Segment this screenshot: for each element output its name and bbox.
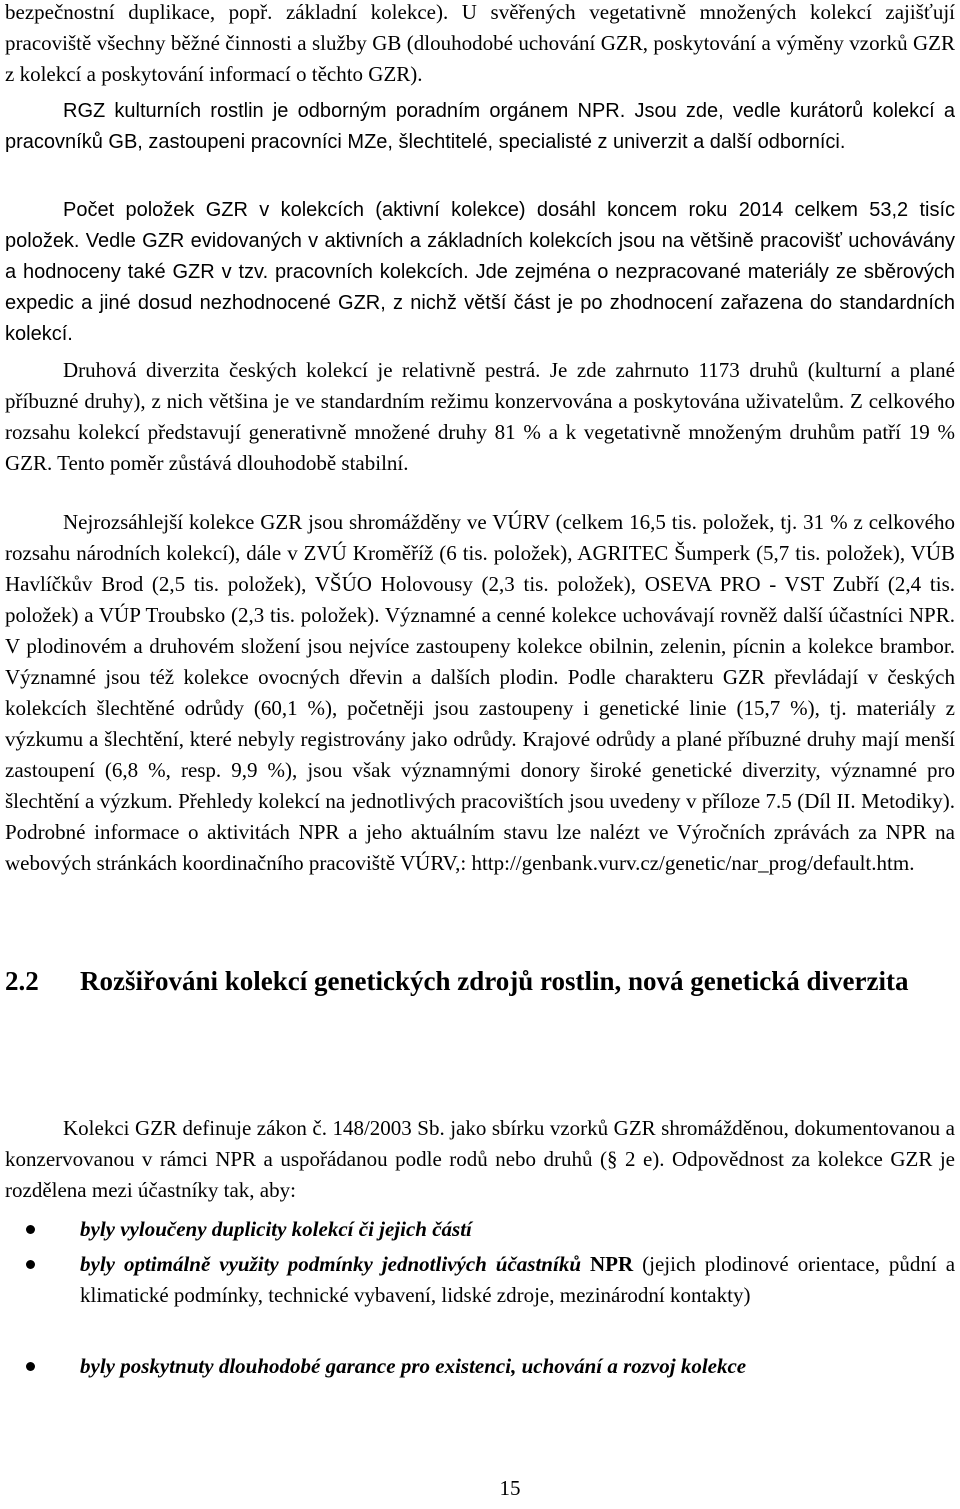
paragraph-rgz: RGZ kulturních rostlin je odborným poradním orgánem NPR. Jsou zde, vedle kurátorů kolekcí a pracovníků GB, zastoupeni pracovníci MZe, šlechtitelé, specialisté z univerzit a další odborníci. xyxy=(5,100,955,153)
page-number: 15 xyxy=(499,1476,521,1500)
paragraph-species-diversity: Druhová diverzita českých kolekcí je relativně pestrá. Je zde zahrnuto 1173 druhů (kulturní a plané příbuzné druhy), z nich většina je ve standardním režimu konzervována a poskytována uživatelům. Z celkového rozsahu kolekcí představují generativně množené druhy 81 % a k vegetativně množeným druhům patří 19 % GZR. Tento poměr zůstává dlouhodobě stabilní. xyxy=(5,358,955,475)
paragraph-collection-definition: Kolekci GZR definuje zákon č. 148/2003 Sb. jako sbírku vzorků GZR shromážděnou, dokumentovanou a konzervovanou v rámci NPR a uspořádanou podle rodů nebo druhů (§ 2 e). Odpovědnost za kolekce GZR je rozdělena mezi účastníky tak, aby: xyxy=(5,1116,955,1202)
paragraph-duplication: bezpečnostní duplikace, popř. základní kolekce). U svěřených vegetativně množených kolekcí zajišťují pracoviště všechny běžné činnosti a služby GB (dlouhodobé uchování GZR, poskytování a výměny vzorků GZR z kolekcí a poskytování informací o těchto GZR). xyxy=(5,0,955,86)
paragraph-largest-collections: Nejrozsáhlejší kolekce GZR jsou shromážděny ve VÚRV (celkem 16,5 tis. položek, tj. 31 % z celkového rozsahu národních kolekcí), dále v ZVÚ Kroměříž (6 tis. položek), AGRITEC Šumperk (5,7 tis. položek), VÚB Havlíčkův Brod (2,5 tis. položek), VŠÚO Holovousy (2,3 tis. položek), OSEVA PRO - VST Zubří (2,4 tis. položek) a VÚP Troubsko (2,3 tis. položek). Významné a cenné kolekce uchovávají rovněž další účastníci NPR. V plodinovém a druhovém složení jsou nejvíce zastoupeny kolekce obilnin, zelenin, pícnin a kolekce brambor. Významné jsou též kolekce ovocných dřevin a dalších plodin. Podle charakteru GZR převládají v českých kolekcích šlechtěné odrůdy (60,1 %), početněji jsou zastoupeny i genetické linie (15,7 %), tj. materiály z výzkumu a šlechtění, které nebyly registrovány jako odrůdy. Krajové odrůdy a plané příbuzné druhy mají menší zastoupení (6,8 %, resp. 9,9 %), jsou však významnými donory široké genetické diverzity, významné pro šlechtění a výzkum. Přehledy kolekcí na jednotlivých pracovištích jsou uvedeny v příloze 7.5 (Díl II. Metodiky). Podrobné informace o aktivitách NPR a jeho aktuálním stavu lze nalézt ve Výročních zprávách za NPR na webových stránkách koordinačního pracoviště VÚRV,: http://genbank.vurv.cz/genetic/nar_prog/default.htm. xyxy=(5,510,955,875)
bullet-icon xyxy=(26,1362,35,1371)
paragraph-item-count: Počet položek GZR v kolekcích (aktivní kolekce) dosáhl koncem roku 2014 celkem 53,2 tisíc položek. Vedle GZR evidovaných v aktivních a základních kolekcích jsou na většině pracovišť uchovávány a hodnoceny také GZR v tzv. pracovních kolekcích. Jde zejména o nezpracované materiály ze sběrových expedic a jiné dosud nezhodnocené GZR, z nichž větší část je po zhodnocení zařazena do standardních kolekcí. xyxy=(5,199,955,345)
bullet-icon xyxy=(26,1260,35,1269)
list-item-text: byly vyloučeny duplicity kolekcí či jejich částí xyxy=(80,1217,472,1241)
list-item-bold: NPR xyxy=(590,1252,634,1276)
section-title: Rozšiřováni kolekcí genetických zdrojů rostlin, nová genetická diverzita xyxy=(80,966,909,996)
list-item-text: (jejich plodinové orientace, půdní a klimatické podmínky, technické vybavení, lidské zdroje, mezinárodní kontakty) xyxy=(80,1252,956,1307)
section-number: 2.2 xyxy=(5,966,39,996)
list-item-text: byly poskytnuty dlouhodobé garance pro existenci, uchování a rozvoj kolekce xyxy=(80,1354,747,1378)
bullet-icon xyxy=(26,1225,35,1234)
list-item-emphasis: byly optimálně využity podmínky jednotlivých účastníků xyxy=(80,1252,582,1276)
